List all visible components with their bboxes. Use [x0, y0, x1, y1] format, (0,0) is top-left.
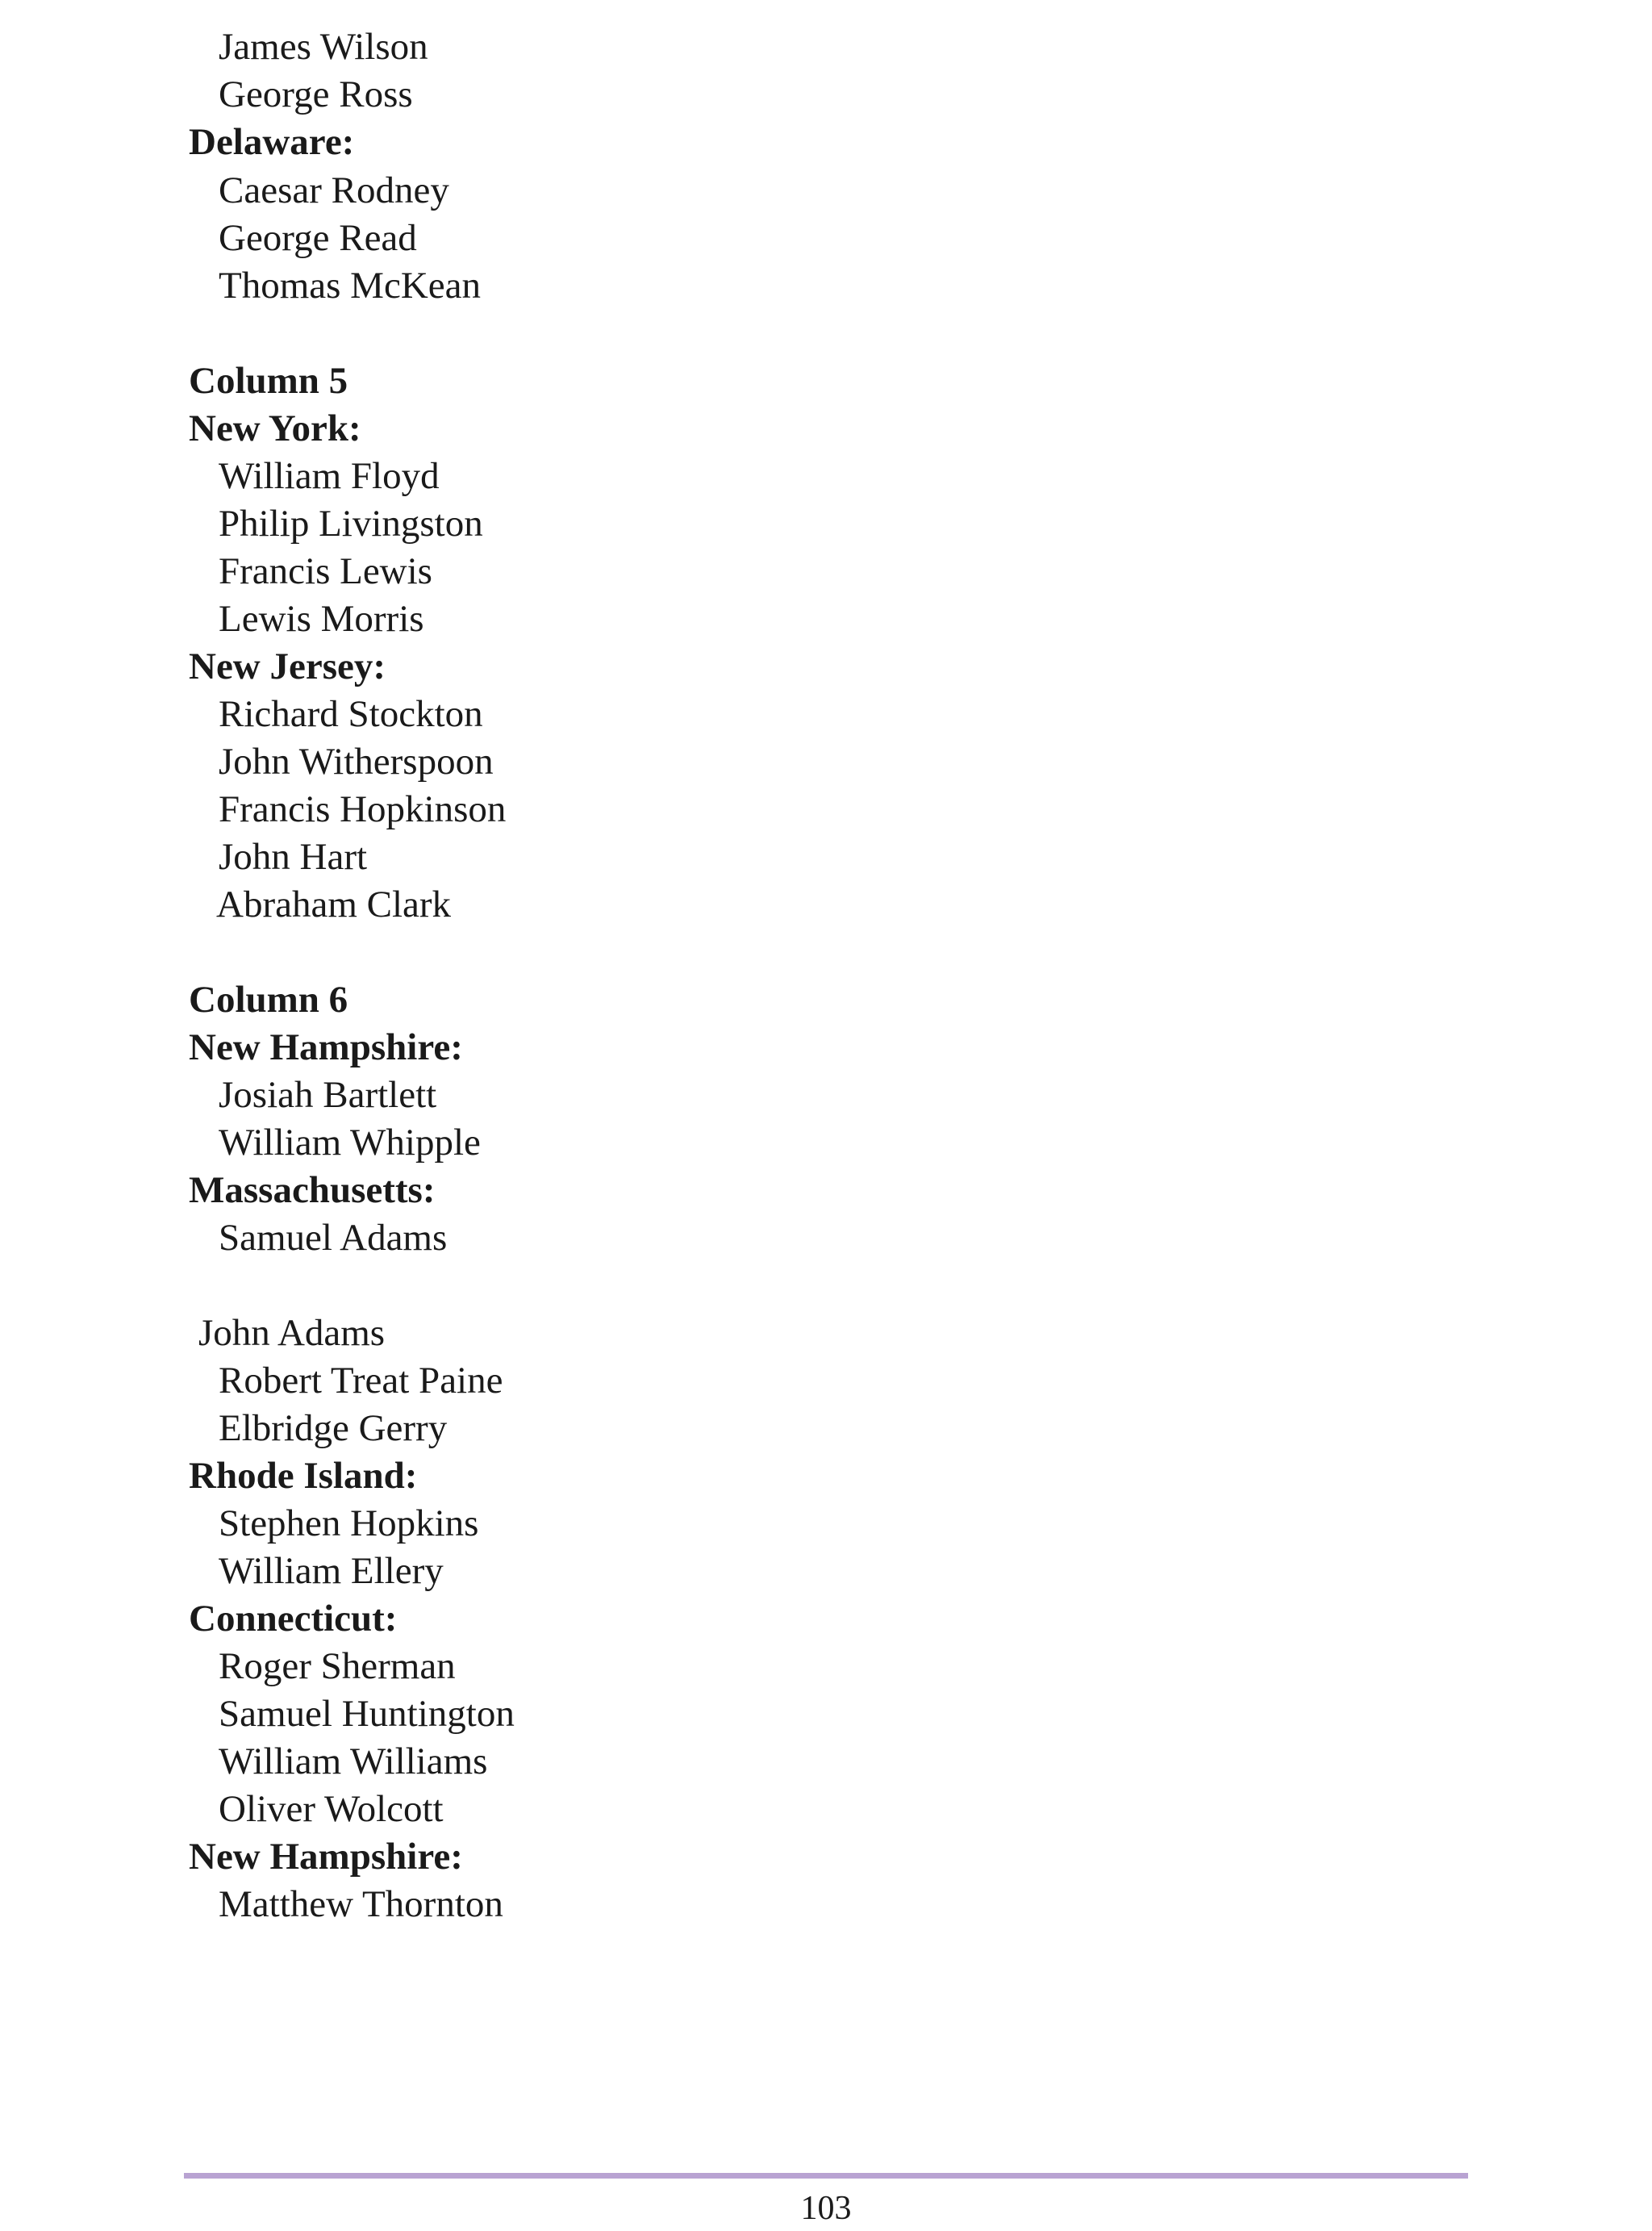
state-heading: Rhode Island: [189, 1455, 418, 1497]
signer-name: Francis Lewis [219, 550, 432, 592]
signer-name: Samuel Huntington [219, 1693, 515, 1735]
signer-name: Matthew Thornton [219, 1883, 503, 1925]
state-heading: New Hampshire: [189, 1836, 463, 1878]
state-heading: Connecticut: [189, 1598, 398, 1640]
signer-name: James Wilson [219, 26, 428, 68]
page-number: 103 [800, 2190, 852, 2227]
signer-name: William Ellery [219, 1550, 444, 1592]
signer-name: Caesar Rodney [219, 169, 449, 211]
signer-name: William Whipple [219, 1122, 481, 1164]
signer-name: Robert Treat Paine [219, 1360, 503, 1402]
column-heading: Column 5 [189, 360, 348, 402]
signer-name: Stephen Hopkins [219, 1502, 479, 1544]
signer-name: John Adams [198, 1312, 386, 1354]
signer-name: Lewis Morris [219, 598, 424, 640]
signer-name: Francis Hopkinson [219, 788, 507, 830]
signer-name: Samuel Adams [219, 1217, 448, 1259]
signer-name: William Williams [219, 1740, 488, 1782]
signer-name: George Ross [219, 73, 413, 115]
state-heading: Massachusetts: [189, 1169, 436, 1211]
signer-name: Roger Sherman [219, 1645, 456, 1687]
state-heading: New York: [189, 407, 361, 449]
column-heading: Column 6 [189, 979, 348, 1021]
signer-name: George Read [219, 217, 417, 259]
state-heading: New Jersey: [189, 645, 386, 687]
signer-name: John Witherspoon [219, 741, 494, 783]
signer-name: Abraham Clark [216, 884, 452, 925]
signer-name: Elbridge Gerry [219, 1407, 448, 1449]
signer-name: William Floyd [219, 455, 440, 497]
signer-name: Thomas McKean [219, 265, 481, 307]
signer-name: Josiah Bartlett [219, 1074, 437, 1116]
footer-divider [184, 2173, 1468, 2179]
state-heading: New Hampshire: [189, 1026, 463, 1068]
signer-name: Oliver Wolcott [219, 1788, 444, 1830]
signer-name: Richard Stockton [219, 693, 483, 735]
signer-name: Philip Livingston [219, 503, 483, 545]
signer-name: John Hart [219, 836, 368, 878]
state-heading: Delaware: [189, 121, 355, 163]
